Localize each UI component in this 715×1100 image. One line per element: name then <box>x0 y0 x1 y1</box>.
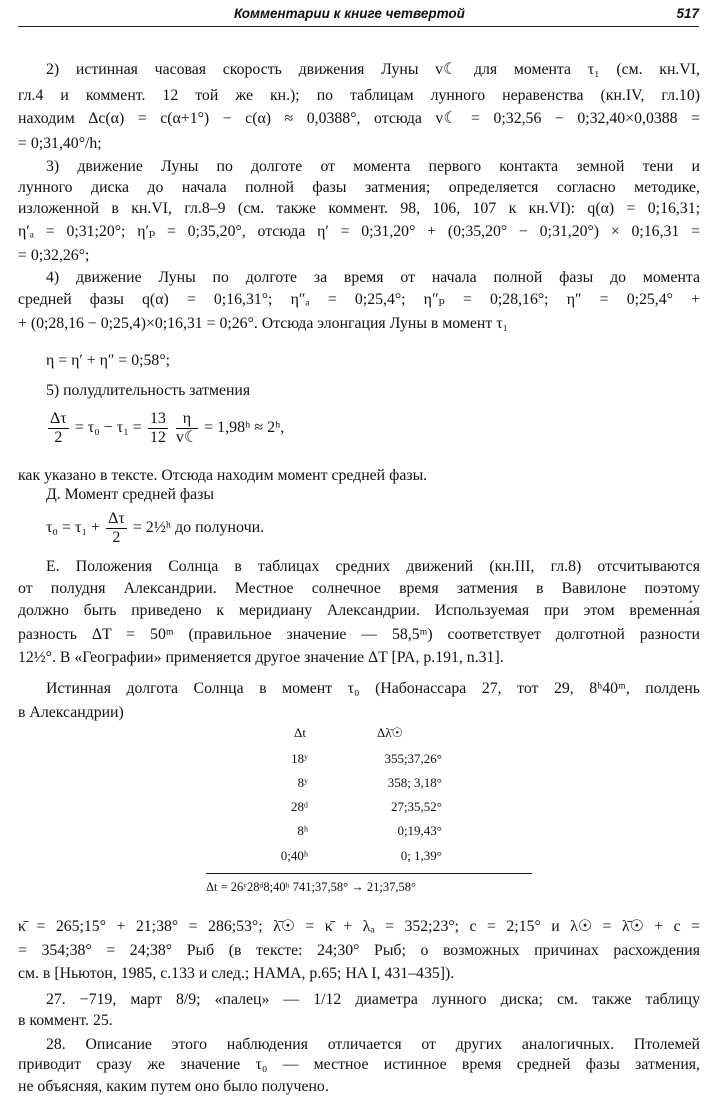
text-line: 28. Описание этого наблюдения отличается от других аналогичных. Птолемей <box>46 1036 700 1053</box>
fraction <box>148 410 168 447</box>
formula-text: = 2½ʰ до полуночи. <box>132 519 265 537</box>
text-line: средней фазы q(α) = 0;16,31°; η″ₐ = 0;25,4°; η″ₚ = 0;28,16°; η″ = 0;25,4° + <box>18 291 700 308</box>
fraction-numerator: Δτ <box>50 410 67 427</box>
fraction-numerator: η <box>176 410 198 429</box>
fraction-denominator: 12 <box>149 429 166 446</box>
text-line: лунного диска до начала полной фазы затмения; определяется согласно методике, <box>18 179 700 196</box>
text-line: 5) полудлительность затмения <box>46 382 251 399</box>
page-header <box>18 4 699 27</box>
text-line: не объясняя, каким путем оно было получено. <box>18 1078 329 1095</box>
fraction-denominator: v☾ <box>175 429 199 446</box>
formula-mid-phase <box>46 510 264 547</box>
page-number: 517 <box>676 6 699 21</box>
fraction <box>176 410 198 447</box>
table-cell-dlambda: 355;37,26° <box>384 751 442 766</box>
fraction <box>48 410 69 447</box>
text-line: = 0;32,26°; <box>18 247 90 264</box>
fraction-numerator: Δτ <box>108 510 125 527</box>
text-line: гл.4 и коммент. 12 той же кн.); по таблицам лунного неравенства (кн.IV, гл.10) <box>18 87 700 104</box>
table-header-dlambda: Δλ̄☉ <box>376 725 404 740</box>
formula-text: = τ₀ − τ₁ = <box>74 419 142 437</box>
table-cell-dlambda: 0; 1,39° <box>400 848 442 863</box>
formula-text: τ₀ = τ₁ + <box>46 519 101 537</box>
table-sum-rule <box>206 873 532 874</box>
table-cell-dlambda: 0;19,43° <box>397 823 442 838</box>
table-cell-dlambda: 27;35,52° <box>390 799 442 814</box>
text-line: 2) истинная часовая скорость движения Луны v☾ для момента τ₁ (см. кн.VI, <box>46 61 700 78</box>
text-line: = 354;38° = 24;38° Рыб (в тексте: 24;30° Рыб; о возможных причинах расхождения <box>18 942 700 959</box>
text-line: как указано в тексте. Отсюда находим момент средней фазы. <box>18 467 428 484</box>
running-title: Комментарии к книге четвертой <box>234 6 465 21</box>
table-header-dt: Δt <box>294 725 306 740</box>
table-cell-dt: 0;40ʰ <box>280 848 308 863</box>
table-total-row: Δt = 26ʸ28ᵈ8;40ʰ 741;37,58° → 21;37,58° <box>206 880 416 894</box>
text-line: приводит сразу же значение τ₀ — местное истинное время средней фазы затмения, <box>18 1056 700 1073</box>
text-line: η′ₐ = 0;31;20°; η′ₚ = 0;35,20°, отсюда η′ = 0;31,20° + (0;35,20° − 0;31,20°) × 0;16,31 = <box>18 223 700 240</box>
fraction-denominator: 2 <box>54 429 63 446</box>
text-line: в Александрии) <box>18 704 124 721</box>
text-line: от полудня Александрии. Местное солнечное время затмения в Вавилоне поэтому <box>18 580 700 597</box>
table-cell-dlambda: 358; 3,18° <box>387 775 442 790</box>
formula-eta: η = η′ + η″ = 0;58°; <box>46 352 171 369</box>
text-line: см. в [Ньютон, 1985, с.133 и след.; HAMA, p.65; HA I, 431–435]). <box>18 965 455 982</box>
fraction-denominator: 2 <box>112 529 121 546</box>
text-line: Е. Положения Солнца в таблицах средних движений (кн.III, гл.8) отсчитываются <box>46 558 700 575</box>
text-line: 3) движение Луны по долготе от момента первого контакта земной тени и <box>46 158 700 175</box>
text-line: изложенной в кн.VI, гл.8–9 (см. также коммент. 98, 106, 107 к кн.VI): q(α) = 0;16,31; <box>18 200 700 217</box>
formula-text: = 1,98ʰ ≈ 2ʰ, <box>204 419 285 437</box>
text-line: в коммент. 25. <box>18 1012 113 1029</box>
text-line: 12½°. В «Географии» применяется другое значение ΔT [PA, p.191, n.31]. <box>18 649 504 666</box>
formula-half-duration <box>46 410 284 447</box>
fraction-numerator: 13 <box>149 410 166 427</box>
table-cell-dt: 18ʸ <box>291 751 308 766</box>
text-line: 4) движение Луны по долготе за время от начала полной фазы до момента <box>46 269 700 286</box>
text-line: κ̄ = 265;15° + 21;38° = 286;53°; λ̄☉ = κ̄ + λₐ = 352;23°; c = 2;15° и λ☉ = λ̄☉ + c = <box>18 918 700 935</box>
text-line: Истинная долгота Солнца в момент τ₀ (Набонассара 27, тот 29, 8ʰ40ᵐ, полдень <box>46 680 700 697</box>
text-line: должно быть приведено к меридиану Александрии. Используемая при этом временна́я <box>18 602 700 619</box>
text-line: находим Δc(α) = c(α+1°) − c(α) ≈ 0,0388°, отсюда v☾ = 0;32,56 − 0;32,40×0,0388 = <box>18 110 700 127</box>
text-line: 27. −719, март 8/9; «палец» — 1/12 диаметра лунного диска; см. также таблицу <box>46 991 700 1008</box>
table-cell-dt: 8ʰ <box>297 823 308 838</box>
section-heading: Д. Момент средней фазы <box>46 486 214 503</box>
fraction <box>106 510 127 547</box>
table-cell-dt: 28ᵈ <box>290 799 308 814</box>
text-line: разность ΔT = 50ᵐ (правильное значение — 58,5ᵐ) соответствует долготной разности <box>18 626 700 643</box>
text-line: = 0;31,40°/h; <box>18 135 102 152</box>
text-line: + (0;28,16 − 0;25,4)×0;16,31 = 0;26°. Отсюда элонгация Луны в момент τ₁ <box>18 315 509 332</box>
table-cell-dt: 8ʸ <box>297 775 308 790</box>
